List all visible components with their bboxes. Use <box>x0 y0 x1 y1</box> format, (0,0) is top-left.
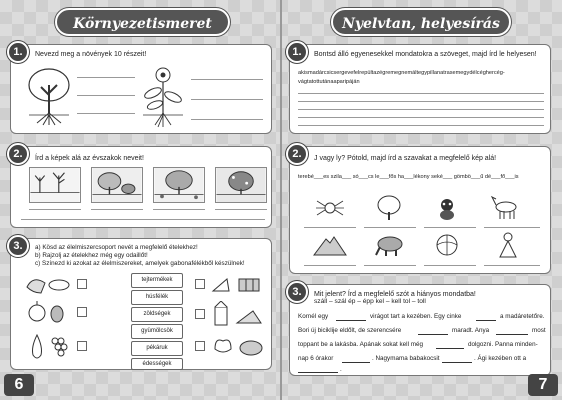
exercise-instruction: J vagy ly? Pótold, majd írd a szavakat a megfelelő kép alá! <box>314 155 497 162</box>
exercise-instruction: Bontsd álló egyenesekkel mondatokra a szöveget, majd írd le helyesen! <box>314 51 537 58</box>
exercise-number: 2. <box>286 143 308 165</box>
exercise-3-left <box>10 238 272 370</box>
sentence-1a: Kornél egy <box>298 313 329 320</box>
checkbox[interactable] <box>195 309 205 319</box>
page-number: 7 <box>528 374 558 396</box>
group-label-sweets[interactable]: édességek <box>131 358 183 370</box>
tree-drawing <box>25 65 73 127</box>
instruction-a: a) Kösd az élelmiszercsoport nevét a megfelelő ételekhez! <box>35 244 198 251</box>
sentence-2c: most <box>532 327 546 334</box>
exercise-3-right <box>289 284 551 376</box>
exercise-1-right <box>289 44 551 134</box>
sentence-2a: Bori új biciklije eldőlt, de szerencsére <box>298 327 402 334</box>
right-page <box>281 0 562 400</box>
exercise-instruction: Írd a képek alá az évszakok neveit! <box>35 155 144 162</box>
exercise-2-right <box>289 146 551 274</box>
sentence-1c: a madáretetőre. <box>500 313 545 320</box>
checkbox[interactable] <box>77 279 87 289</box>
cake-chocolate-drawing <box>209 273 265 295</box>
season-picture-4 <box>215 167 267 203</box>
pretzel-bread-drawing <box>209 333 265 359</box>
sentence-4b: . Nagymama babakocsit <box>372 355 440 362</box>
exercise-instruction: Mit jelent? Írd a megfelelő szót a hiányos mondatba! <box>314 291 476 298</box>
word-pairs: száll – szál ép – épp kel – kell tol – toll <box>314 298 426 305</box>
left-page-title: Környezetismeret <box>55 8 230 36</box>
flower-plant-drawing <box>141 63 185 129</box>
sentence-4a: nap 6 órakor <box>298 355 334 362</box>
run-on-text-line-1: akismadárcsicsergevefelrepültazégremegnemáltegypillanatrasemegydélcéghercég- <box>298 70 505 76</box>
sentence-4c: . Ági kezében ott a <box>474 355 527 362</box>
group-label-vegetables[interactable]: zöldségek <box>131 307 183 322</box>
group-label-bakery[interactable]: pékáruk <box>131 341 183 356</box>
picture-ball <box>434 233 460 257</box>
word-list: terebé___es szila___ só___cs le___fős ha___lékony seké___ gömbö___ű dé___fő___is <box>298 174 519 180</box>
picture-cat <box>432 195 462 221</box>
right-page-title: Nyelvtan, helyesírás <box>331 8 511 36</box>
season-picture-3 <box>153 167 205 203</box>
checkbox[interactable] <box>77 341 87 351</box>
exercise-number: 1. <box>286 41 308 63</box>
instruction-b: b) Rajzolj az ételekhez még egy odaillőt! <box>35 252 148 259</box>
exercise-number: 1. <box>7 41 29 63</box>
checkbox[interactable] <box>195 279 205 289</box>
onion-drawing <box>25 301 71 323</box>
exercise-instruction: Nevezd meg a növények 10 részeit! <box>35 51 147 58</box>
sentence-3a: toppant be a lakásba. Apának sokat kell még <box>298 341 423 348</box>
exercise-number: 3. <box>7 235 29 257</box>
sentence-2b: maradt. Anya <box>452 327 490 334</box>
checkbox[interactable] <box>195 341 205 351</box>
run-on-text-line-2: vágtatottutánaaparipáján <box>298 79 360 85</box>
picture-volcano <box>312 233 348 257</box>
exercise-1-left <box>10 44 272 134</box>
sentence-3b: dolgozni. Panna minden- <box>468 341 538 348</box>
checkbox[interactable] <box>77 307 87 317</box>
sausage-cheese-drawing <box>23 273 73 295</box>
exercise-number: 2. <box>7 143 29 165</box>
page-number: 6 <box>4 374 34 396</box>
picture-spider <box>314 197 346 219</box>
instruction-c: c) Színezd ki azokat az élelmiszereket, amelyek gabonafélékből készülnek! <box>35 260 245 267</box>
group-label-fruits[interactable]: gyümölcsök <box>131 324 183 339</box>
picture-elephant <box>372 233 408 257</box>
sentence-5: . <box>340 366 342 373</box>
season-picture-1 <box>29 167 81 203</box>
sentence-1b: virágot tart a kezében. Egy cinke <box>370 313 462 320</box>
group-label-meat[interactable]: húsfélék <box>131 290 183 305</box>
exercise-2-left <box>10 146 272 228</box>
pear-grapes-drawing <box>25 331 71 361</box>
season-picture-2 <box>91 167 143 203</box>
milk-cheese-drawing <box>209 301 265 327</box>
group-label-dairy[interactable]: tejtermékek <box>131 273 183 288</box>
picture-girl <box>496 231 520 259</box>
exercise-number: 3. <box>286 281 308 303</box>
picture-horse <box>488 195 524 221</box>
picture-tree <box>374 195 404 221</box>
